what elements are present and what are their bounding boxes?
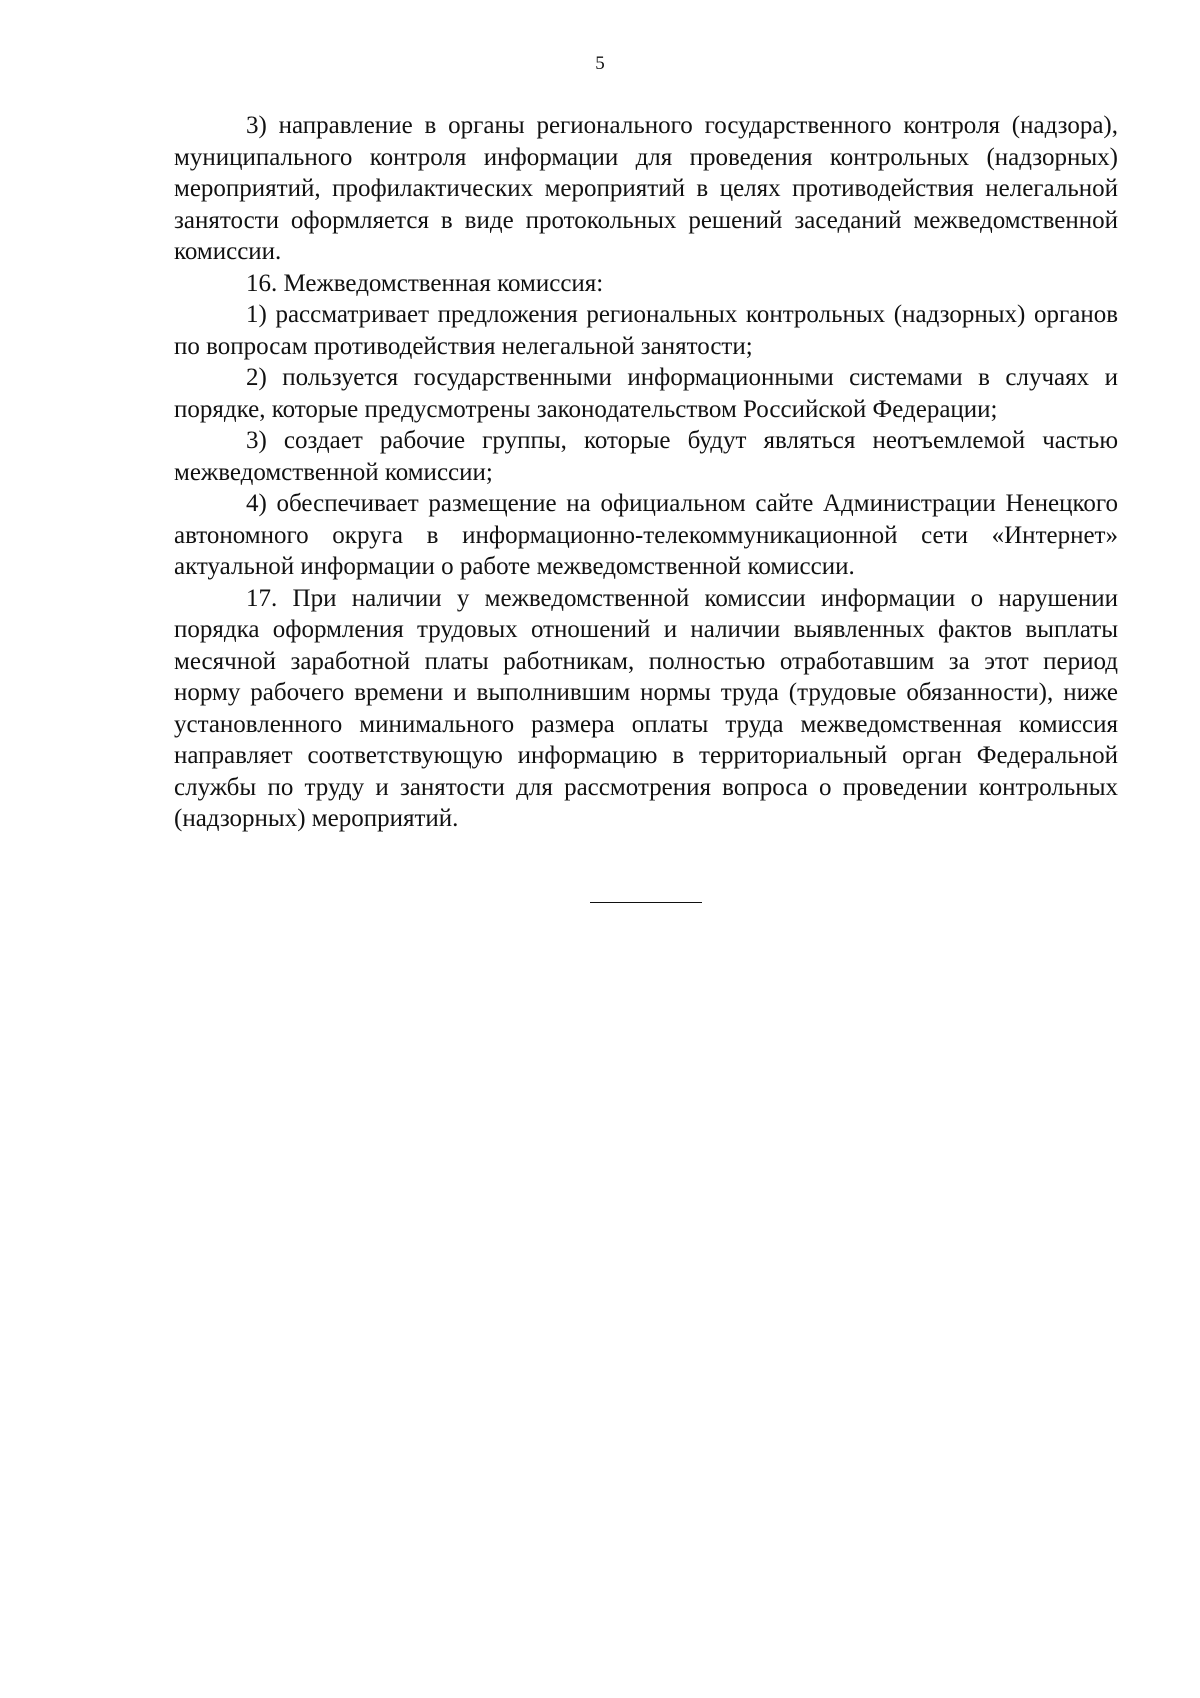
paragraph-16-heading: 16. Межведомственная комиссия:	[246, 269, 604, 297]
end-of-text-divider	[590, 902, 702, 903]
paragraph-16-item-2: 2) пользуется государственными информационными системами в случаях и порядке, которые предусмотрены законодательством Российской Федерации;	[174, 364, 1118, 423]
paragraph-16-item-4: 4) обеспечивает размещение на официальном сайте Администрации Ненецкого автономного округа в информационно-телекоммуникационной сети «Интернет» актуальной информации о работе межведомственной комиссии.	[174, 490, 1118, 580]
paragraph-item-3-protocol-decisions: 3) направление в органы регионального государственного контроля (надзора), муниципального контроля информации для проведения контрольных (надзорных) мероприятий, профилактических мероприятий в целях противодействия нелегальной занятости оформляется в виде протокольных решений заседаний межведомственной комиссии.	[174, 112, 1118, 265]
paragraph-16-item-1: 1) рассматривает предложения региональных контрольных (надзорных) органов по вопросам противодействия нелегальной занятости;	[174, 301, 1118, 360]
document-body	[174, 110, 1118, 835]
page-number: 5	[595, 53, 605, 74]
paragraph-17: 17. При наличии у межведомственной комиссии информации о нарушении порядка оформления трудовых отношений и наличии выявленных фактов выплаты месячной заработной платы работникам, полностью отработавшим за этот период норму рабочего времени и выполнившим нормы труда (трудовые обязанности), ниже установленного минимального размера оплаты труда межведомственная комиссия направляет соответствующую информацию в территориальный орган Федеральной службы по труду и занятости для рассмотрения вопроса о проведении контрольных (надзорных) мероприятий.	[174, 584, 1118, 832]
paragraph-16-item-3: 3) создает рабочие группы, которые будут являться неотъемлемой частью межведомственной комиссии;	[174, 427, 1118, 486]
